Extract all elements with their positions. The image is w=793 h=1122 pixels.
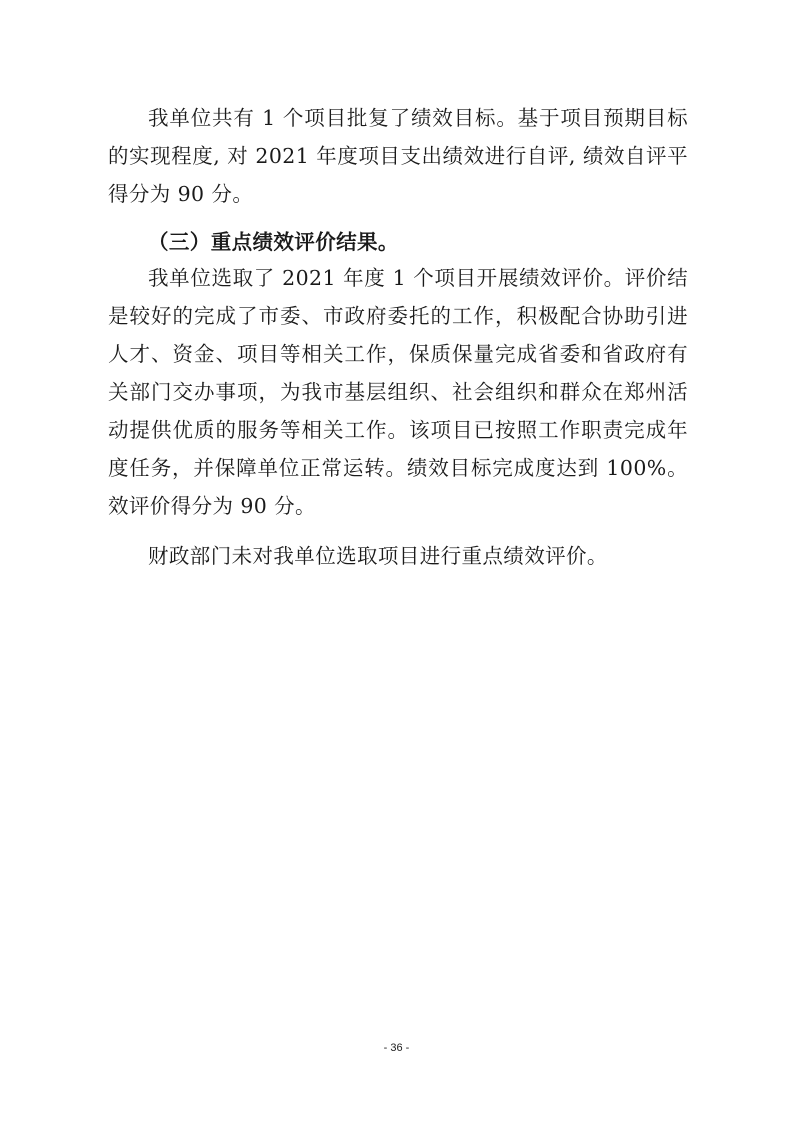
page-number: - 36 - xyxy=(383,1042,410,1054)
paragraph-2-line-2: 是较好的完成了市委、市政府委托的工作，积极配合协助引进 xyxy=(108,304,688,328)
paragraph-2-line-6: 度任务，并保障单位正常运转。绩效目标完成度达到 100%。 xyxy=(108,456,688,480)
paragraph-2-line-5: 动提供优质的服务等相关工作。该项目已按照工作职责完成年 xyxy=(108,418,688,442)
paragraph-1-line-2: 的实现程度, 对 2021 年度项目支出绩效进行自评, 绩效自评平 xyxy=(108,144,688,168)
paragraph-1-line-1: 我单位共有 1 个项目批复了绩效目标。基于项目预期目标 xyxy=(148,106,688,130)
paragraph-1-line-3: 得分为 90 分。 xyxy=(108,182,254,206)
paragraph-2-line-7: 效评价得分为 90 分。 xyxy=(108,494,316,518)
section-3-heading: （三）重点绩效评价结果。 xyxy=(148,230,399,254)
paragraph-2-line-3: 人才、资金、项目等相关工作，保质保量完成省委和省政府有 xyxy=(108,342,688,366)
paragraph-2-line-1: 我单位选取了 2021 年度 1 个项目开展绩效评价。评价结 xyxy=(148,266,688,290)
paragraph-3-line-1: 财政部门未对我单位选取项目进行重点绩效评价。 xyxy=(148,544,608,568)
paragraph-2-line-4: 关部门交办事项，为我市基层组织、社会组织和群众在郑州活 xyxy=(108,380,688,404)
